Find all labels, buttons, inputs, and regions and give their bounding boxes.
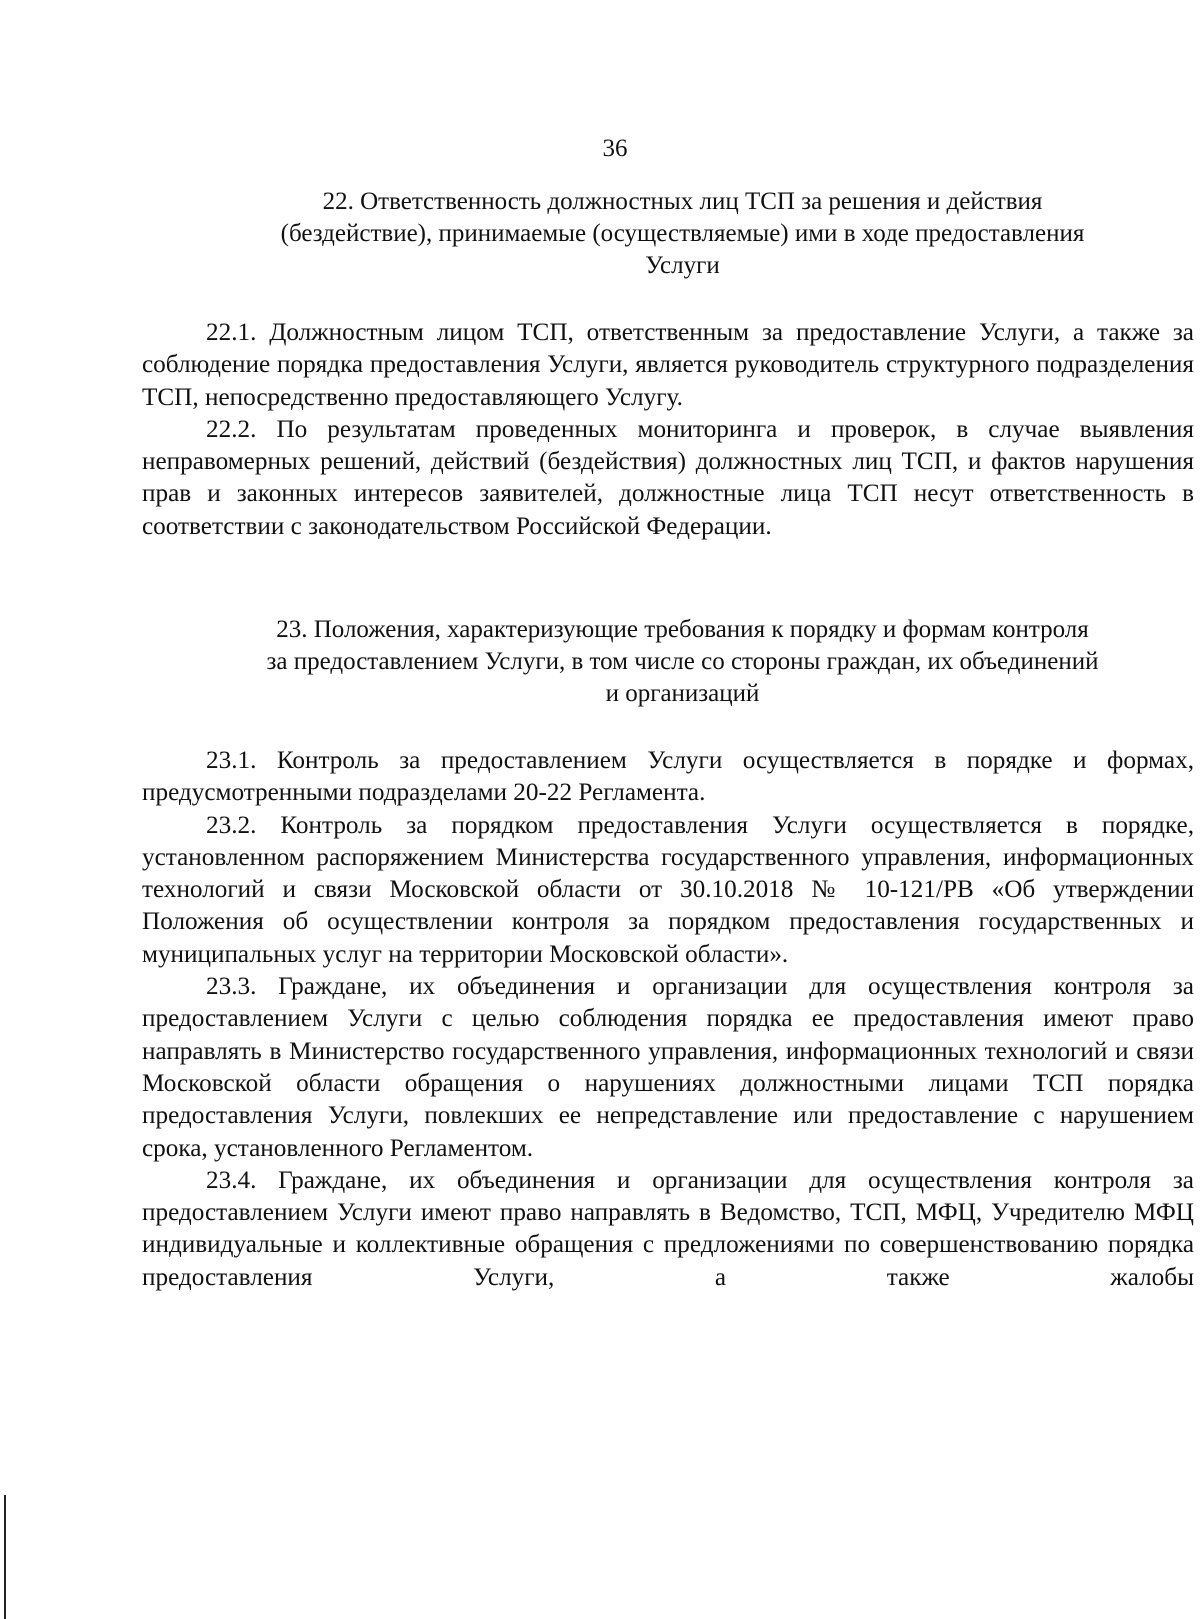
paragraph-23-2: 23.2. Контроль за порядком предоставления Услуги осуществляется в порядке, установленном распоряжением Министерства государственного управления, информационных технологий и связи Московской области от 30.10.2018 № 10-121/РВ «Об утверждении Положения об осуществлении контроля за порядком предоставления государственных и муниципальных услуг на территории Московской области». xyxy=(142,811,1194,968)
heading-line: за предоставлением Услуги, в том числе со стороны граждан, их объединений xyxy=(266,648,1099,675)
heading-line: и организаций xyxy=(605,680,760,707)
paragraph-22-1: 22.1. Должностным лицом ТСП, ответственным за предоставление Услуги, а также за соблюдение порядка предоставления Услуги, является руководитель структурного подразделения ТСП, непосредственно предоставляющего Услугу. xyxy=(142,319,1194,411)
scan-edge-line xyxy=(4,1495,6,1619)
section-22-body xyxy=(142,317,1194,543)
heading-line: (бездействие), принимаемые (осуществляемые) ими в ходе предоставления xyxy=(280,220,1085,247)
heading-line: Услуги xyxy=(645,252,720,279)
page-number: 36 xyxy=(602,135,628,162)
heading-line: 23. Положения, характеризующие требования к порядку и формам контроля xyxy=(276,616,1089,643)
heading-line: 22. Ответственность должностных лиц ТСП за решения и действия xyxy=(322,188,1043,215)
section-23-body xyxy=(142,745,1194,1294)
paragraph-23-4: 23.4. Граждане, их объединения и организации для осуществления контроля за предоставлением Услуги имеют право направлять в Ведомство, ТСП, МФЦ, Учредителю МФЦ индивидуальные и коллективные обращения с предложениями по совершенствованию порядка предоставления Услуги, а также жалобы xyxy=(142,1166,1194,1291)
paragraph-23-1: 23.1. Контроль за предоставлением Услуги осуществляется в порядке и формах, предусмотренными подразделами 20-22 Регламента. xyxy=(142,747,1194,807)
section-22-heading xyxy=(140,186,1200,282)
section-23-heading xyxy=(140,614,1200,710)
paragraph-23-3: 23.3. Граждане, их объединения и организации для осуществления контроля за предоставлением Услуги с целью соблюдения порядка ее предоставления имеют право направлять в Министерство государственного управления, информационных технологий и связи Московской области обращения о нарушениях должностными лицами ТСП порядка предоставления Услуги, повлекших ее непредставление или предоставление с нарушением срока, установленного Регламентом. xyxy=(142,973,1194,1162)
paragraph-22-2: 22.2. По результатам проведенных мониторинга и проверок, в случае выявления неправомерных решений, действий (бездействия) должностных лиц ТСП, и фактов нарушения прав и законных интересов заявителей, должностные лица ТСП несут ответственность в соответствии с законодательством Российской Федерации. xyxy=(142,415,1194,540)
